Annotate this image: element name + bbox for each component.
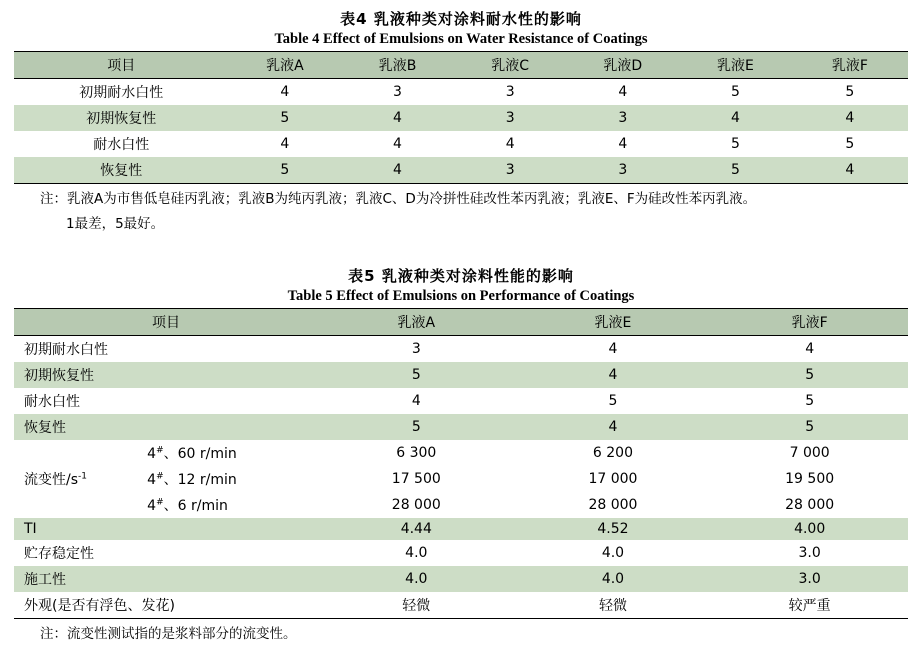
table4-cell: 4 (679, 105, 792, 131)
rheology-label-sup: -1 (78, 470, 87, 481)
table5-header-cell: 乳液E (515, 308, 712, 335)
table5-rheology-label (14, 440, 139, 518)
table5-cell: 6 200 (515, 440, 712, 466)
table5-row-label: 初期耐水白性 (14, 335, 318, 362)
table5-cell: 5 (318, 362, 515, 388)
table5-cell: 4.0 (318, 540, 515, 566)
table4-cell: 4 (792, 157, 908, 184)
table5-cell: 7 000 (711, 440, 908, 466)
table4-note-line2: 1最差，5最好。 (66, 216, 165, 233)
table5-cell: 5 (711, 362, 908, 388)
table4-cell: 5 (229, 105, 342, 131)
table5-cell: 17 000 (515, 466, 712, 492)
table5-cell: 4 (515, 335, 712, 362)
sub-label-post: 、12 r/min (163, 471, 237, 488)
table4-cell: 4 (454, 131, 567, 157)
sub-label-pre: 4 (147, 471, 157, 488)
table4-cell: 4 (566, 131, 679, 157)
table4-cell: 4 (229, 131, 342, 157)
table4-row-label: 初期恢复性 (14, 105, 229, 131)
table4-cell: 3 (454, 79, 567, 106)
table5-cell: 5 (711, 414, 908, 440)
table5-cell: 4.0 (318, 566, 515, 592)
sub-label-sup: # (156, 444, 164, 455)
table4-header-cell: 乳液B (341, 52, 454, 79)
table-row (14, 414, 908, 440)
table4-cell: 5 (679, 157, 792, 184)
table4-cell: 4 (341, 105, 454, 131)
table-row (14, 105, 908, 131)
table4-cell: 3 (454, 157, 567, 184)
table5-row-label: 外观(是否有浮色、发花) (14, 592, 318, 619)
table4-cell: 5 (229, 157, 342, 184)
table-row (14, 157, 908, 184)
table5-row-label: 耐水白性 (14, 388, 318, 414)
table5-header-row (14, 308, 908, 335)
table5-rheology-subrow-label (139, 440, 318, 466)
table-row (14, 388, 908, 414)
table5-cell: 较严重 (711, 592, 908, 619)
table5-cell: 4.0 (515, 540, 712, 566)
table4 (14, 51, 908, 184)
section-spacer (14, 235, 908, 261)
table-row (14, 540, 908, 566)
table-row (14, 440, 908, 466)
table4-cell: 4 (792, 105, 908, 131)
table-row (14, 131, 908, 157)
table4-row-label: 恢复性 (14, 157, 229, 184)
table4-cell: 5 (679, 131, 792, 157)
table4-cell: 4 (341, 157, 454, 184)
table4-title-cn: 表4 乳液种类对涂料耐水性的影响 (340, 10, 582, 28)
table4-header-cell: 乳液E (679, 52, 792, 79)
table5-cell: 5 (515, 388, 712, 414)
table5-cell: 6 300 (318, 440, 515, 466)
table4-note-line1: 注：乳液A为市售低皂硅丙乳液；乳液B为纯丙乳液；乳液C、D为冷拼性硅改性苯丙乳液；乳液E、F为硅改性苯丙乳液。 (40, 191, 757, 207)
table5-row-label: 施工性 (14, 566, 318, 592)
table4-cell: 3 (566, 105, 679, 131)
table5-cell: 4.52 (515, 518, 712, 540)
table-row (14, 566, 908, 592)
table-row (14, 335, 908, 362)
table4-header-cell: 项目 (14, 52, 229, 79)
rheology-label-text: 流变性/s (24, 471, 79, 488)
table5-cell: 3.0 (711, 566, 908, 592)
table5-rheology-subrow-label (139, 466, 318, 492)
table5-title-en: Table 5 Effect of Emulsions on Performance of Coatings (287, 287, 635, 304)
table-row (14, 362, 908, 388)
table4-cell: 4 (229, 79, 342, 106)
table4-header-cell: 乳液A (229, 52, 342, 79)
table5-cell: 4.00 (711, 518, 908, 540)
table5-row-label: 恢复性 (14, 414, 318, 440)
table5-header-cell: 项目 (14, 308, 318, 335)
table5-cell: 3 (318, 335, 515, 362)
table4-cell: 3 (341, 79, 454, 106)
table5-cell: 5 (711, 388, 908, 414)
table5-note-line1: 注：流变性测试指的是浆料部分的流变性。 (40, 625, 297, 642)
table5-cell: 3.0 (711, 540, 908, 566)
table4-header-cell: 乳液D (566, 52, 679, 79)
table5-cell: 轻微 (318, 592, 515, 619)
table5-cell: 17 500 (318, 466, 515, 492)
table-row (14, 492, 908, 518)
table5-header-cell: 乳液F (711, 308, 908, 335)
table-row (14, 466, 908, 492)
table5-header-cell: 乳液A (318, 308, 515, 335)
table5-row-label: TI (14, 518, 318, 540)
table4-header-cell: 乳液C (454, 52, 567, 79)
table-row (14, 518, 908, 540)
table4-cell: 5 (792, 131, 908, 157)
table4-cell: 4 (566, 79, 679, 106)
table4-title-en: Table 4 Effect of Emulsions on Water Resistance of Coatings (274, 31, 648, 47)
sub-label-post: 、60 r/min (163, 445, 237, 462)
table4-header-row (14, 52, 908, 79)
sub-label-sup: # (156, 496, 164, 507)
table5-cell: 28 000 (515, 492, 712, 518)
sub-label-sup: # (156, 470, 164, 481)
table4-cell: 4 (341, 131, 454, 157)
table4-cell: 5 (792, 79, 908, 106)
table4-cell: 3 (566, 157, 679, 184)
table4-row-label: 耐水白性 (14, 131, 229, 157)
table5 (14, 308, 908, 619)
table5-row-label: 贮存稳定性 (14, 540, 318, 566)
table5-cell: 4.0 (515, 566, 712, 592)
table4-cell: 5 (679, 79, 792, 106)
sub-label-pre: 4 (147, 497, 157, 514)
table5-title-cn: 表5 乳液种类对涂料性能的影响 (348, 266, 574, 285)
table4-header-cell: 乳液F (792, 52, 908, 79)
table5-cell: 4 (318, 388, 515, 414)
table5-cell: 4 (515, 362, 712, 388)
table-row (14, 79, 908, 106)
table5-cell: 5 (318, 414, 515, 440)
table5-cell: 4 (711, 335, 908, 362)
table4-cell: 3 (454, 105, 567, 131)
table5-cell: 28 000 (318, 492, 515, 518)
table5-cell: 轻微 (515, 592, 712, 619)
table4-row-label: 初期耐水白性 (14, 79, 229, 106)
table5-cell: 4.44 (318, 518, 515, 540)
table-row (14, 592, 908, 619)
sub-label-pre: 4 (147, 445, 157, 462)
table5-cell: 19 500 (711, 466, 908, 492)
sub-label-post: 、6 r/min (163, 497, 228, 514)
table5-rheology-subrow-label (139, 492, 318, 518)
table5-cell: 28 000 (711, 492, 908, 518)
table5-row-label: 初期恢复性 (14, 362, 318, 388)
table5-cell: 4 (515, 414, 712, 440)
